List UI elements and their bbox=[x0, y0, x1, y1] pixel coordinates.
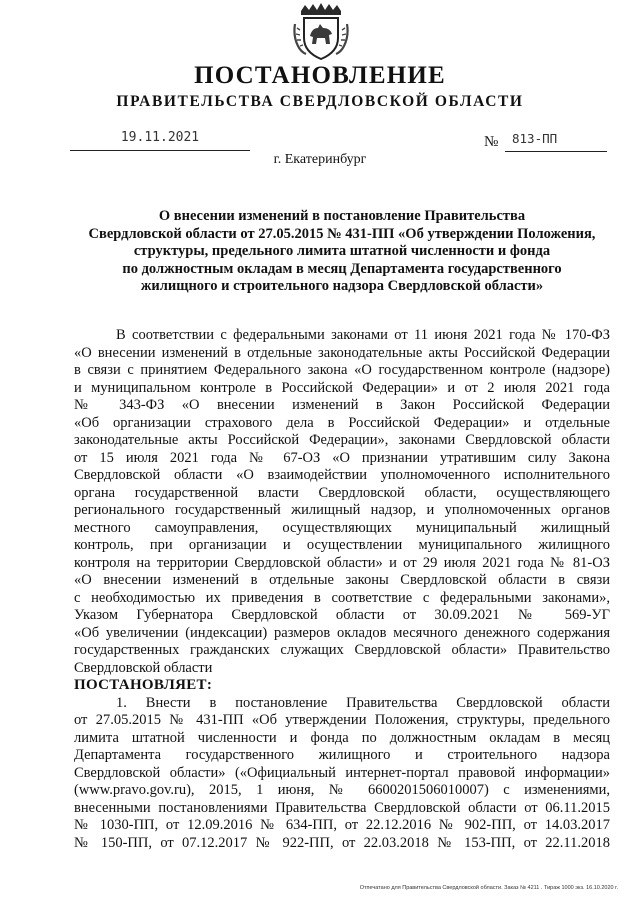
body-line: органа государственной власти Свердловской области, осуществляющего bbox=[74, 484, 610, 501]
body-line: «Об увеличении (индексации) размеров окладов месячного денежного содержания bbox=[74, 624, 610, 641]
body-line: Свердловской области «О взаимодействии уполномоченного исполнительного bbox=[74, 467, 610, 483]
body-line: государственных гражданских служащих Свердловской области» Правительство bbox=[74, 642, 610, 658]
body-line: и муниципальном контроле в Российской Федерации» и от 2 июля 2021 года bbox=[74, 379, 610, 396]
body-line: «О внесении изменений в отдельные законодательные акты Российской Федерации bbox=[74, 344, 610, 361]
print-footer: Отпечатано для Правительства Свердловской области. Заказ № 4211 . Тираж 1000 экз. 16.10.2020 г. bbox=[359, 885, 618, 891]
body-line: контроля на территории Свердловской области» и от 29 июля 2021 года № 81-ОЗ bbox=[74, 554, 610, 571]
decree-title-line: О внесении изменений в постановление Правительства bbox=[158, 208, 526, 224]
date-underline bbox=[70, 150, 250, 151]
body-line: Указом Губернатора Свердловской области от 30.09.2021 № 569-УГ bbox=[74, 607, 610, 623]
number-sign: № bbox=[484, 134, 499, 150]
item-line: от 27.05.2015 № 431-ПП «Об утверждении Положения, структуры, предельного bbox=[74, 712, 610, 728]
city: г. Екатеринбург bbox=[273, 152, 367, 167]
body-line: контроль, при организации и осуществлении муниципального жилищного bbox=[74, 537, 610, 553]
body-line: законодательные акты Российской Федерации», законами Свердловской области bbox=[74, 432, 610, 448]
body-line: В соответствии с федеральными законами от 11 июня 2021 года № 170-ФЗ bbox=[116, 327, 610, 343]
item-line: № 1030-ПП, от 12.09.2016 № 634-ПП, от 22.12.2016 № 902-ПП, от 14.03.2017 bbox=[74, 817, 610, 833]
body-line: в связи с принятием Федерального закона «О государственном контроле (надзоре) bbox=[74, 362, 610, 378]
decree-number: 813-ПП bbox=[512, 131, 558, 146]
item-line: Свердловской области» («Официальный интернет-портал правовой информации» bbox=[74, 764, 610, 781]
body-line: «Об организации страхового дела в Российской Федерации» и отдельные bbox=[74, 414, 610, 431]
item-line: № 150-ПП, от 07.12.2017 № 922-ПП, от 22.03.2018 № 153-ПП, от 22.11.2018 bbox=[74, 834, 610, 851]
decree-body bbox=[74, 327, 610, 852]
decree-title bbox=[64, 208, 620, 296]
body-line: регионального государственный жилищный надзор, и уполномоченных органов bbox=[74, 502, 610, 518]
body-line: местного самоуправления, осуществляющих муниципальный жилищный bbox=[74, 519, 610, 536]
item-line: (www.pravo.gov.ru), 2015, 1 июня, № 6600201506010007) с изменениями, bbox=[74, 782, 610, 798]
body-line: № 343-ФЗ «О внесении изменений в Закон Российской Федерации bbox=[74, 397, 610, 413]
coat-of-arms-icon bbox=[292, 2, 350, 62]
item-line: Департамента государственного жилищного и строительного надзора bbox=[74, 747, 610, 763]
decree-title-line: по должностным окладам в месяц Департамента государственного bbox=[122, 260, 562, 277]
decree-heading: ПОСТАНОВЛЯЕТ: bbox=[74, 677, 213, 693]
issuing-body: ПРАВИТЕЛЬСТВА СВЕРДЛОВСКОЙ ОБЛАСТИ bbox=[116, 93, 524, 110]
body-line: «О внесении изменений в отдельные законы Свердловской области в связи bbox=[74, 572, 610, 588]
decree-date: 19.11.2021 bbox=[120, 130, 200, 145]
item-line: лимита штатной численности и фонда по должностным окладам в месяц bbox=[74, 729, 610, 746]
document-type-title: ПОСТАНОВЛЕНИЕ bbox=[194, 62, 446, 89]
item-line: внесенными постановлениями Правительства Свердловской области от 06.11.2015 bbox=[74, 799, 610, 816]
item-line: 1. Внести в постановление Правительства Свердловской области bbox=[116, 694, 610, 711]
body-line: с необходимостью их приведения в соответствие с федеральными законами», bbox=[74, 589, 610, 606]
decree-title-line: жилищного и строительного надзора Свердловской области» bbox=[140, 278, 544, 294]
body-line: от 15 июля 2021 года № 67-ОЗ «О признании утратившим силу Закона bbox=[74, 449, 610, 466]
body-line: Свердловской области bbox=[74, 659, 213, 676]
decree-title-line: Свердловской области от 27.05.2015 № 431-ПП «Об утверждении Положения, bbox=[88, 225, 596, 242]
decree-title-line: структуры, предельного лимита штатной численности и фонда bbox=[133, 243, 551, 259]
